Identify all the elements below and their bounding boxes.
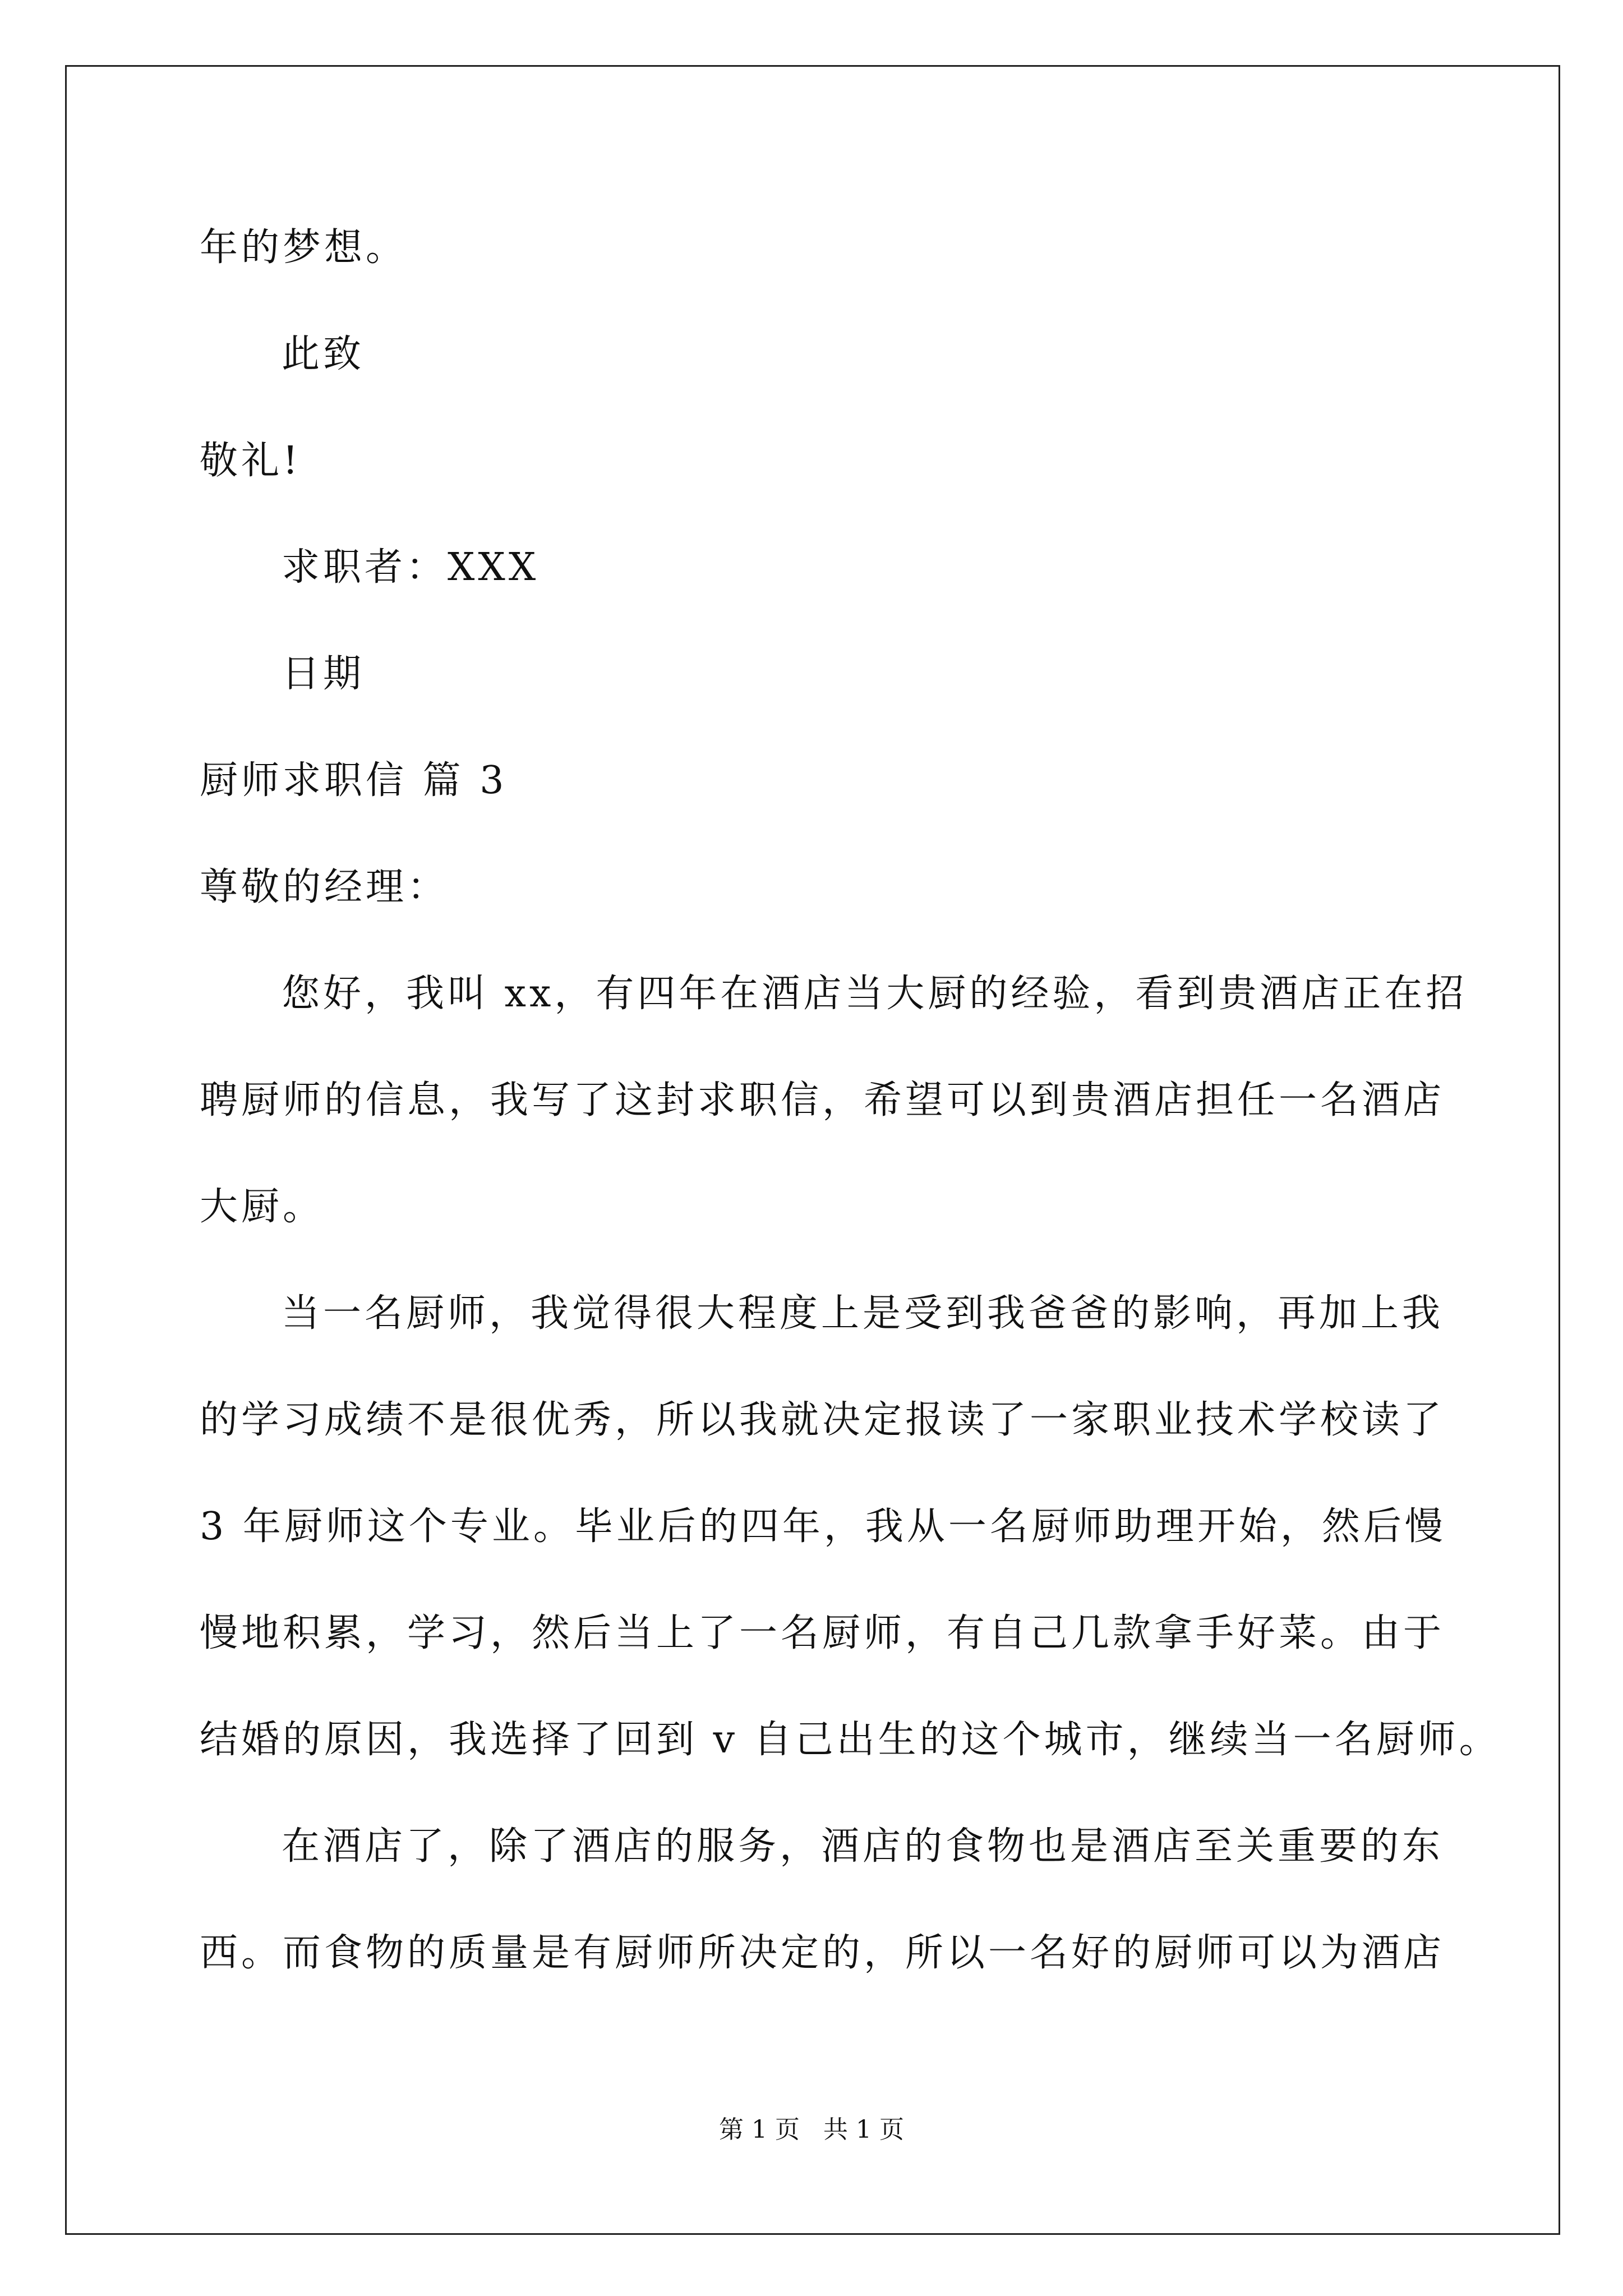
text-line: 结婚的原因，我选择了回到 v 自己出生的这个城市，继续当一名厨师。 xyxy=(200,1718,1501,1762)
closing-salutation: 此致 xyxy=(282,332,365,376)
text-line: 西。而食物的质量是有厨师所决定的，所以一名好的厨师可以为酒店 xyxy=(200,1931,1445,1975)
signature-applicant: 求职者：XXX xyxy=(282,545,540,590)
page-footer: 第 1 页 共 1 页 xyxy=(719,2115,904,2144)
closing-regards: 敬礼! xyxy=(200,439,302,483)
text-line: 3 年厨师这个专业。毕业后的四年，我从一名厨师助理开始，然后慢 xyxy=(200,1504,1446,1549)
greeting: 尊敬的经理： xyxy=(200,865,449,909)
text-line: 的学习成绩不是很优秀，所以我就决定报读了一家职业技术学校读了 xyxy=(200,1398,1445,1442)
signature-date: 日期 xyxy=(282,652,365,696)
text-line: 聘厨师的信息，我写了这封求职信，希望可以到贵酒店担任一名酒店 xyxy=(200,1078,1445,1122)
section-heading: 厨师求职信 篇 3 xyxy=(200,758,508,803)
text-line: 年的梦想。 xyxy=(200,226,408,270)
text-line: 慢地积累，学习，然后当上了一名厨师，有自己几款拿手好菜。由于 xyxy=(200,1611,1445,1655)
text-line: 您好，我叫 xx，有四年在酒店当大厨的经验，看到贵酒店正在招 xyxy=(282,972,1468,1016)
text-line: 当一名厨师，我觉得很大程度上是受到我爸爸的影响，再加上我 xyxy=(282,1291,1444,1336)
text-line: 在酒店了，除了酒店的服务，酒店的食物也是酒店至关重要的东 xyxy=(282,1824,1444,1869)
text-line: 大厨。 xyxy=(200,1185,325,1229)
page-border xyxy=(65,65,1560,2235)
